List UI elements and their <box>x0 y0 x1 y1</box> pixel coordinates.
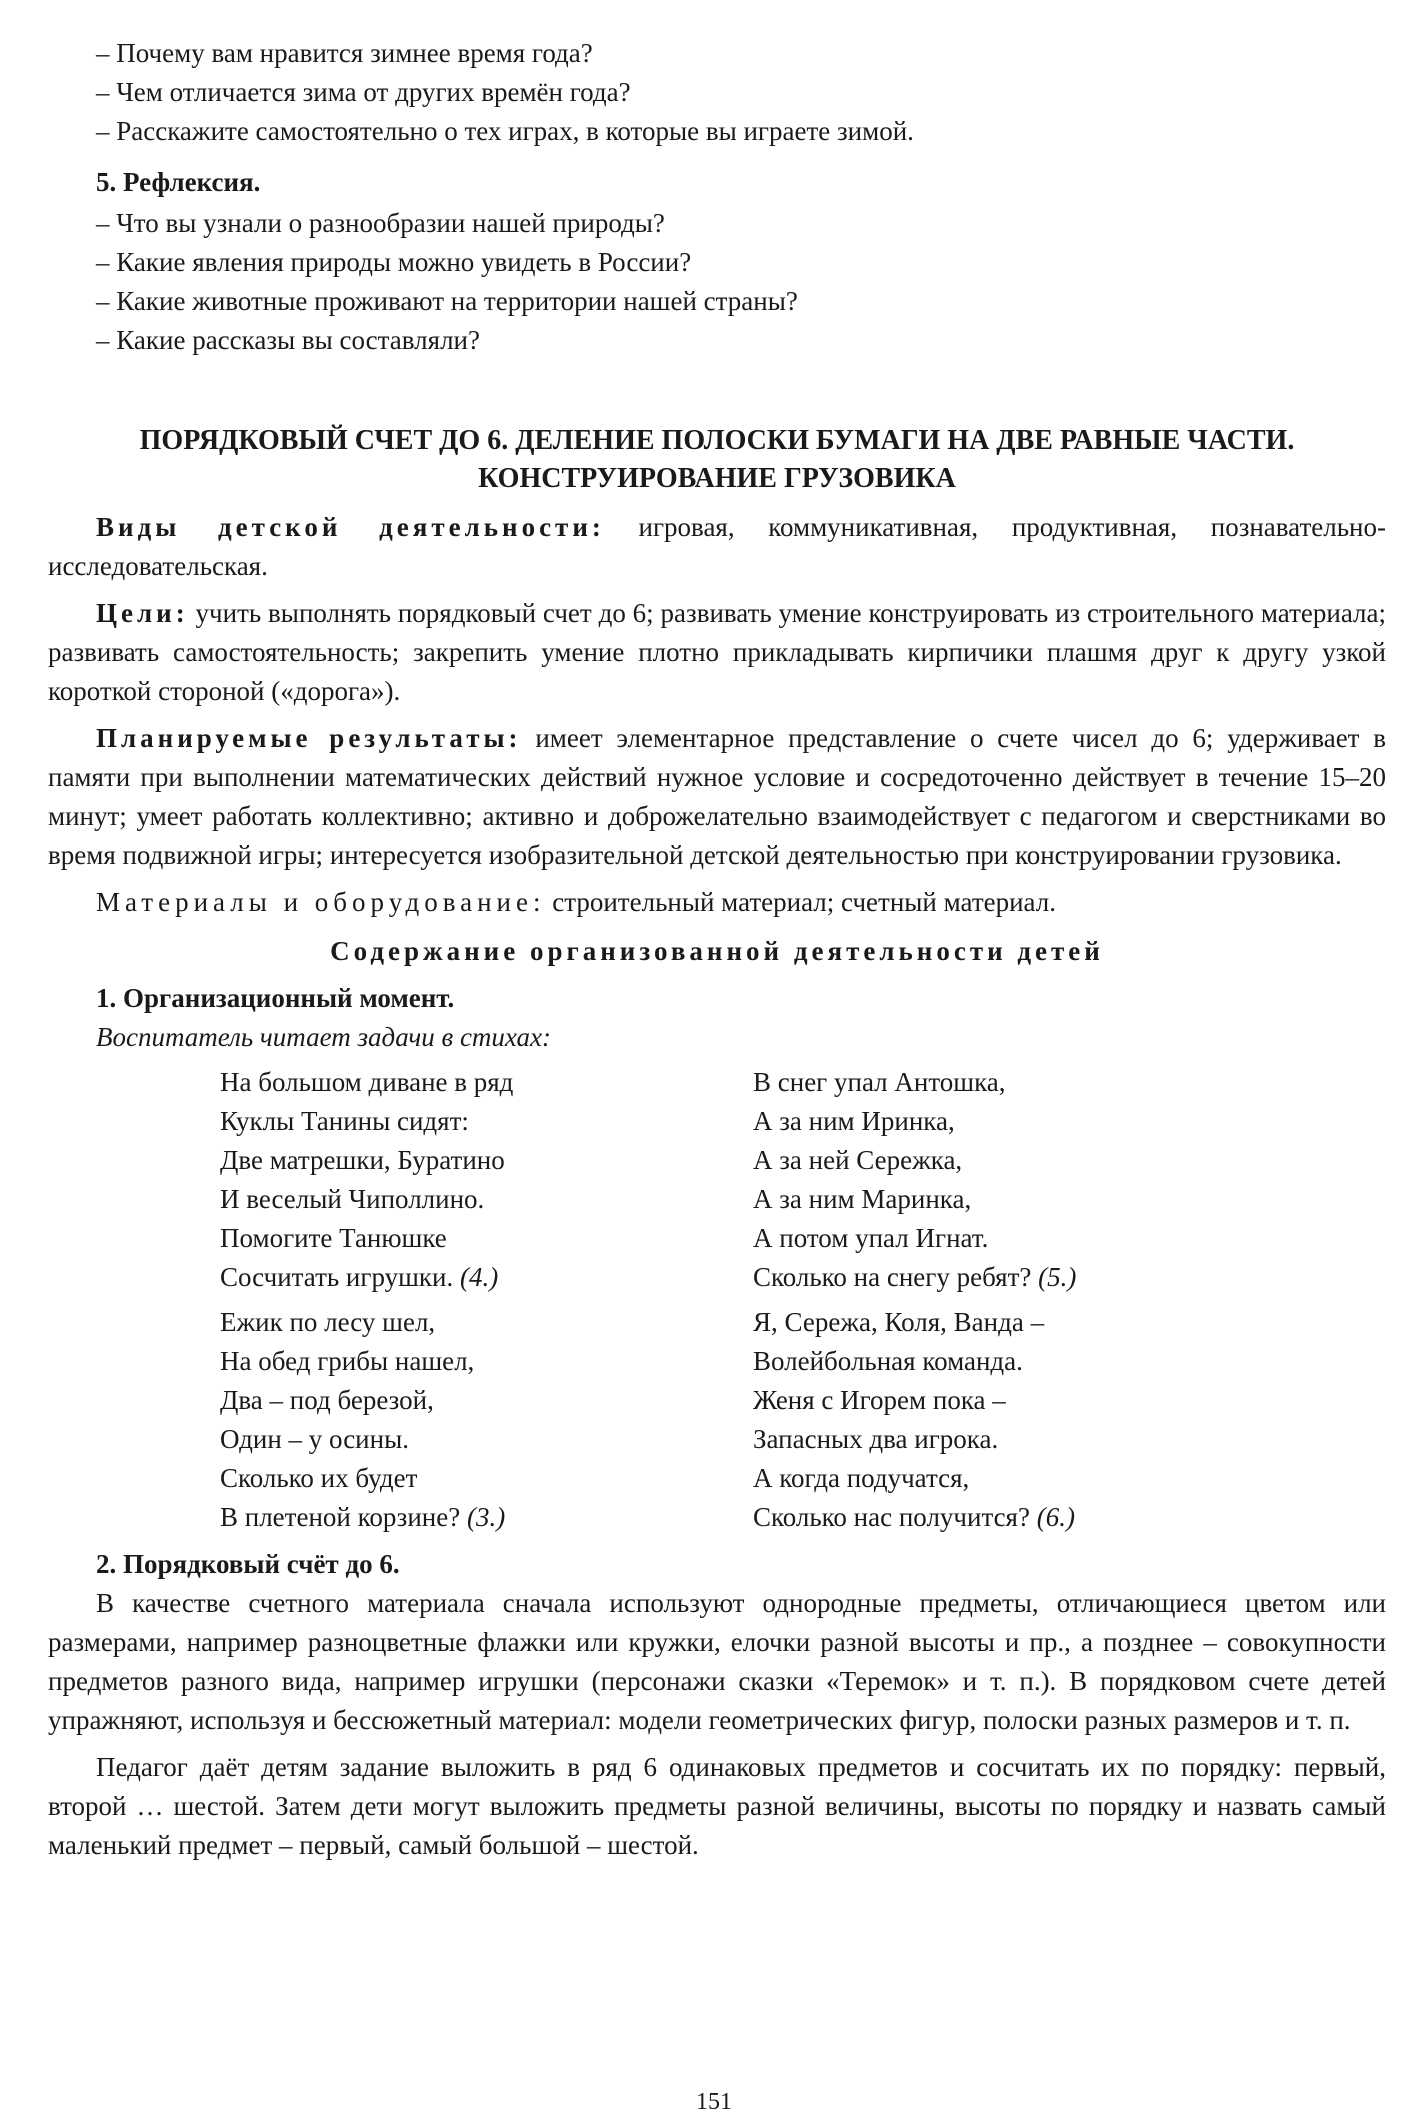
question-line: – Какие явления природы можно увидеть в России? <box>96 247 692 277</box>
poem-line-text: Сколько нас получится? <box>753 1502 1037 1532</box>
poem-line: Сколько их будет <box>220 1463 418 1493</box>
goals-paragraph <box>48 594 1386 711</box>
content-heading: Содержание организованной деятельности детей <box>330 936 1104 966</box>
question-line: – Какие животные проживают на территории нашей страны? <box>96 286 798 316</box>
question-line: – Чем отличается зима от других времён года? <box>96 77 631 107</box>
poem-line <box>220 1498 753 1537</box>
poem <box>753 1303 1075 1537</box>
poem-row <box>48 1063 1386 1297</box>
poem-line-text: В плетеной корзине? <box>220 1502 467 1532</box>
poem-line: Волейбольная команда. <box>753 1346 1023 1376</box>
section-2-paragraph: В качестве счетного материала сначала используют однородные предметы, отличающиеся цветом или размерами, например разноцветные флажки или кружки, елочки разной высоты и пр., а позднее – совокупности предметов разного вида, например игрушки (персонажи сказки «Теремок» и т. п.). В порядковом счете детей упражняют, используя и бессюжетный материал: модели геометрических фигур, полоски разных размеров и т. п. <box>48 1588 1386 1735</box>
question-line: – Что вы узнали о разнообразии нашей природы? <box>96 208 665 238</box>
section-1 <box>48 979 1386 1537</box>
results-label: Планируемые результаты: <box>96 723 522 753</box>
poem-line: А за ним Маринка, <box>753 1184 972 1214</box>
poem-answer: (6.) <box>1036 1502 1075 1532</box>
activities-label: Виды детской деятельности: <box>96 512 605 542</box>
section-1-heading: 1. Организационный момент. <box>96 983 455 1013</box>
activities-paragraph <box>48 508 1386 586</box>
section-1-note: Воспитатель читает задачи в стихах: <box>96 1022 552 1052</box>
poem-line: А потом упал Игнат. <box>753 1223 989 1253</box>
materials-text: строительный материал; счетный материал. <box>545 887 1056 917</box>
poem-line: А когда подучатся, <box>753 1463 970 1493</box>
reflection-heading: 5. Рефлексия. <box>96 167 261 197</box>
poem-line: На обед грибы нашел, <box>220 1346 475 1376</box>
poem-line: А за ней Сережка, <box>753 1145 963 1175</box>
poem <box>220 1303 753 1537</box>
poem <box>753 1063 1076 1297</box>
section-2 <box>48 1545 1386 1865</box>
page-number: 151 <box>696 2089 732 2115</box>
poem-answer: (5.) <box>1038 1262 1077 1292</box>
goals-label: Цели: <box>96 598 189 628</box>
poem-line: Помогите Танюшке <box>220 1223 447 1253</box>
intro-questions <box>48 34 1386 151</box>
reflection-section <box>48 163 1386 360</box>
poem-line: Я, Сережа, Коля, Ванда – <box>753 1307 1045 1337</box>
poem-line <box>220 1258 753 1297</box>
poem-row <box>48 1303 1386 1537</box>
lesson-title-line: ПОРЯДКОВЫЙ СЧЕТ ДО 6. ДЕЛЕНИЕ ПОЛОСКИ БУМАГИ НА ДВЕ РАВНЫЕ ЧАСТИ. <box>139 425 1295 456</box>
poem-line: Женя с Игорем пока – <box>753 1385 1006 1415</box>
results-text: имеет элементарное представление о счете чисел до 6; удерживает в памяти при выполнении математических действий нужное условие и сосредоточенно действует в течение 15–20 минут; умеет работать коллективно; активно и доброжелательно взаимодействует с педагогом и сверстниками во время подвижной игры; интересуется изобразительной детской деятельностью при конструировании грузовика. <box>48 723 1386 870</box>
question-line: – Расскажите самостоятельно о тех играх, в которые вы играете зимой. <box>96 116 914 146</box>
question-line: – Какие рассказы вы составляли? <box>96 325 480 355</box>
poem-line: В снег упал Антошка, <box>753 1067 1006 1097</box>
poem <box>220 1063 753 1297</box>
poem-answer: (3.) <box>466 1502 506 1532</box>
poem-line: Один – у осины. <box>220 1424 409 1454</box>
poem-line: Две матрешки, Буратино <box>220 1145 505 1175</box>
poem-line: На большом диване в ряд <box>220 1067 514 1097</box>
poem-line-text: Сосчитать игрушки. <box>220 1262 460 1292</box>
poem-line-text: Сколько на снегу ребят? <box>753 1262 1039 1292</box>
materials-paragraph <box>48 883 1386 922</box>
poem-answer: (4.) <box>459 1262 499 1292</box>
materials-label: Материалы и оборудование: <box>96 887 546 917</box>
lesson-title-line: КОНСТРУИРОВАНИЕ ГРУЗОВИКА <box>478 463 956 494</box>
poem-line: Два – под березой, <box>220 1385 434 1415</box>
poem-line: Запасных два игрока. <box>753 1424 999 1454</box>
poem-line: Ежик по лесу шел, <box>220 1307 436 1337</box>
goals-text: учить выполнять порядковый счет до 6; развивать умение конструировать из строительного материала; развивать самостоятельность; закрепить умение плотно прикладывать кирпичики плашмя друг к другу узкой короткой стороной («дорога»). <box>48 598 1386 706</box>
poem-line: И веселый Чиполлино. <box>220 1184 485 1214</box>
poem-line: Куклы Танины сидят: <box>220 1106 469 1136</box>
lesson-title <box>48 422 1386 498</box>
results-paragraph <box>48 719 1386 875</box>
activities-text: игровая, коммуникативная, продуктивная, познавательно-исследовательская. <box>48 512 1386 581</box>
poem-line: А за ним Иринка, <box>753 1106 955 1136</box>
poem-line <box>753 1258 1076 1297</box>
section-2-heading: 2. Порядковый счёт до 6. <box>96 1549 400 1579</box>
poem-line <box>753 1498 1075 1537</box>
section-2-paragraph: Педагог даёт детям задание выложить в ряд 6 одинаковых предметов и сосчитать их по порядку: первый, второй … шестой. Затем дети могут выложить предметы разной величины, высоты по порядку и назвать самый маленький предмет – первый, самый большой – шестой. <box>48 1752 1386 1860</box>
question-line: – Почему вам нравится зимнее время года? <box>96 38 593 68</box>
